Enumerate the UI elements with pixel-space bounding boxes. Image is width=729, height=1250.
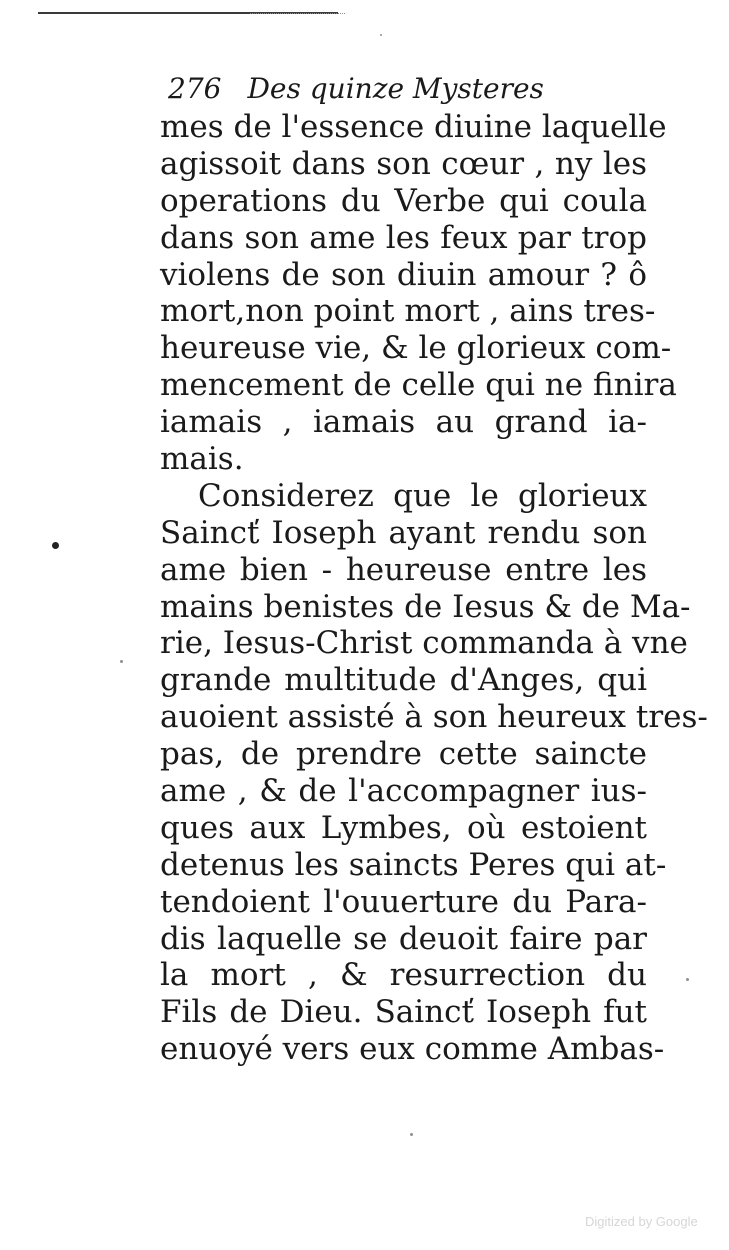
text-line: mains benistes de Iesus & de Ma-	[160, 588, 691, 625]
text-line: Fils de Dieu. Saincť Ioseph fut	[160, 994, 647, 1031]
text-line: dans son ame les feux par trop	[160, 219, 647, 256]
text-line: Saincť Ioseph ayant rendu son	[160, 514, 647, 551]
text-line: agissoit dans son cœur , ny les	[160, 145, 647, 182]
text-line: mort,non point mort , ains tres-	[160, 293, 656, 330]
watermark: Digitized by Google	[585, 1214, 698, 1229]
ink-speck	[52, 542, 59, 549]
paragraph-2	[160, 477, 708, 1068]
text-line: mes de l'essence diuine laquelle	[160, 109, 667, 145]
running-title: Des quinze Mysteres	[247, 72, 544, 105]
text-line: operations du Verbe qui coula	[160, 182, 647, 219]
text-line: grande multitude d'Anges, qui	[160, 662, 647, 699]
text-line: iamais , iamais au grand ia-	[160, 404, 647, 441]
text-line: auoient assisté à son heureux tres-	[160, 699, 708, 736]
body-text	[160, 109, 708, 1068]
text-line: violens de son diuin amour ? ô	[160, 256, 647, 293]
scan-top-rule-tail	[250, 13, 345, 14]
text-line: tendoient l'ouuerture du Para-	[160, 883, 647, 920]
text-line: enuoyé vers eux comme Ambas-	[160, 1031, 665, 1068]
ink-speck	[120, 660, 123, 663]
ink-speck	[686, 978, 689, 981]
text-line: mencement de celle qui ne finira	[160, 367, 677, 404]
ink-speck	[380, 34, 382, 36]
text-line: ame bien - heureuse entre les	[160, 551, 647, 588]
page-header	[168, 68, 648, 110]
text-line: la mort , & resurrection du	[160, 957, 647, 994]
text-line: pas, de prendre cette saincte	[160, 736, 647, 773]
text-line: mais.	[160, 441, 244, 478]
text-line: Considerez que le glorieux	[198, 477, 647, 514]
text-line: ame , & de l'accompagner ius-	[160, 773, 647, 810]
text-line: heureuse vie, & le glorieux com-	[160, 330, 672, 367]
text-line: detenus les saincts Peres qui at-	[160, 846, 667, 883]
page-number: 276	[168, 72, 222, 105]
text-line: ques aux Lymbes, où estoient	[160, 809, 647, 846]
text-line: rie, Iesus-Christ commanda à vne	[160, 625, 688, 662]
text-line: dis laquelle se deuoit faire par	[160, 920, 647, 957]
ink-speck	[410, 1133, 413, 1136]
paragraph-1	[160, 109, 677, 478]
